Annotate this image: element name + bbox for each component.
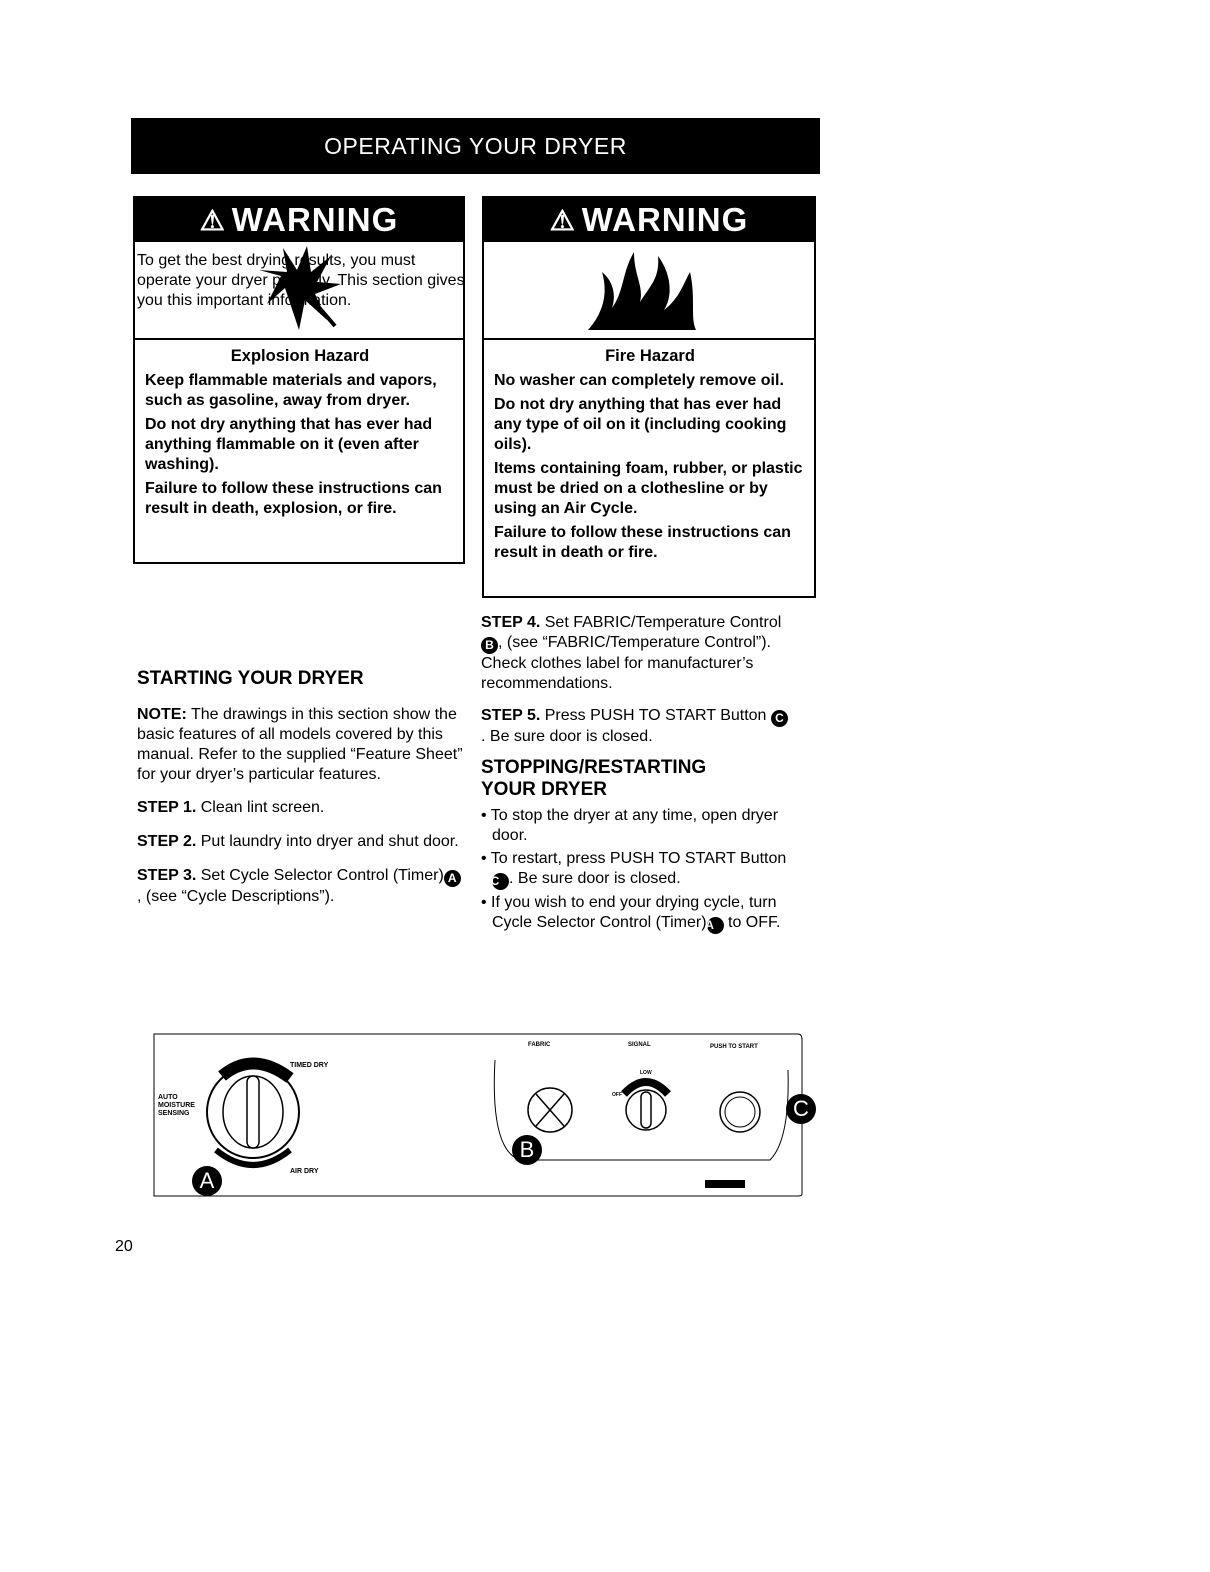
auto-moisture-label: AUTO MOISTURE SENSING — [158, 1094, 195, 1117]
section-banner: OPERATING YOUR DRYER — [131, 118, 820, 174]
step-1: STEP 1. Clean lint screen. — [137, 799, 325, 816]
warning-paragraph: No washer can completely remove oil. — [494, 372, 784, 389]
hazard-title: Explosion Hazard — [230, 347, 370, 365]
right-column — [481, 613, 791, 937]
marker-a-badge: A — [192, 1166, 222, 1196]
warning-paragraph: Items containing foam, rubber, or plastic must be dried on a clothesline or by using an Air Cycle. — [494, 460, 803, 517]
fire-icon — [484, 242, 814, 340]
hazard-title: Fire Hazard — [605, 347, 695, 365]
control-panel-diagram — [150, 1030, 809, 1200]
warning-heading: WARNING — [231, 201, 399, 238]
fabric-label: FABRIC — [528, 1042, 551, 1048]
marker-c-badge: C — [786, 1094, 816, 1124]
push-to-start-label: PUSH TO START — [710, 1044, 758, 1050]
list-item: • If you wish to end your drying cycle, turn Cycle Selector Control (Timer)A to OFF. — [481, 894, 781, 932]
step-3: STEP 3. Set Cycle Selector Control (Timer) A , (see “Cycle Descriptions”). — [137, 866, 463, 907]
warning-header — [135, 198, 463, 242]
list-item: • To restart, press PUSH TO START Button C . Be sure door is closed. — [481, 850, 787, 888]
stopping-heading: STOPPING/RESTARTING YOUR DRYER — [481, 757, 707, 800]
stopping-list — [481, 806, 791, 934]
timed-dry-label: TIMED DRY — [290, 1062, 329, 1069]
starting-heading: STARTING YOUR DRYER — [137, 668, 364, 689]
warning-paragraph: Do not dry anything that has ever had anything flammable on it (even after washing). — [145, 416, 433, 473]
signal-label: SIGNAL — [628, 1042, 651, 1048]
warning-triangle-icon: ⚠ — [549, 204, 576, 236]
warning-box-fire — [482, 196, 816, 598]
marker-b-badge: B — [512, 1135, 542, 1165]
marker-a-icon: A — [707, 917, 724, 934]
warning-paragraph: Keep flammable materials and vapors, such as gasoline, away from dryer. — [145, 372, 437, 409]
note-paragraph: NOTE: The drawings in this section show the basic features of all models covered by this manual. Refer to the supplied “Feature Sheet” for your dryer’s particular features. — [137, 706, 463, 783]
control-panel-outline — [150, 1030, 805, 1200]
page-number: 20 — [115, 1238, 133, 1255]
intro-paragraph: To get the best drying results, you must operate your dryer properly. This section gives you this important information. — [137, 252, 465, 309]
marker-c-icon: C — [771, 710, 788, 727]
step-2: STEP 2. Put laundry into dryer and shut door. — [137, 833, 459, 850]
step-5: STEP 5. Press PUSH TO START Button C. Be sure door is closed. — [481, 706, 791, 747]
warning-heading: WARNING — [581, 201, 749, 238]
warning-header — [484, 198, 814, 242]
list-item: • To stop the dryer at any time, open dryer door. — [481, 807, 779, 844]
marker-b-icon: B — [481, 637, 498, 654]
marker-a-icon: A — [444, 870, 461, 887]
air-dry-label: AIR DRY — [290, 1168, 319, 1175]
warning-paragraph: Failure to follow these instructions can result in death or fire. — [494, 524, 791, 561]
starting-section — [137, 668, 463, 907]
warning-paragraph: Failure to follow these instructions can result in death, explosion, or fire. — [145, 480, 442, 517]
warning-triangle-icon: ⚠ — [199, 204, 226, 236]
marker-c-icon: C — [492, 873, 509, 890]
off-label: OFF — [612, 1092, 622, 1098]
low-label: LOW — [640, 1070, 652, 1076]
step-4: STEP 4. Set FABRIC/Temperature Control B , (see “FABRIC/Temperature Control”). Check clothes label for manufacturer’s recommendations. — [481, 614, 782, 692]
warning-paragraph: Do not dry anything that has ever had any type of oil on it (including cooking oils). — [494, 396, 787, 453]
